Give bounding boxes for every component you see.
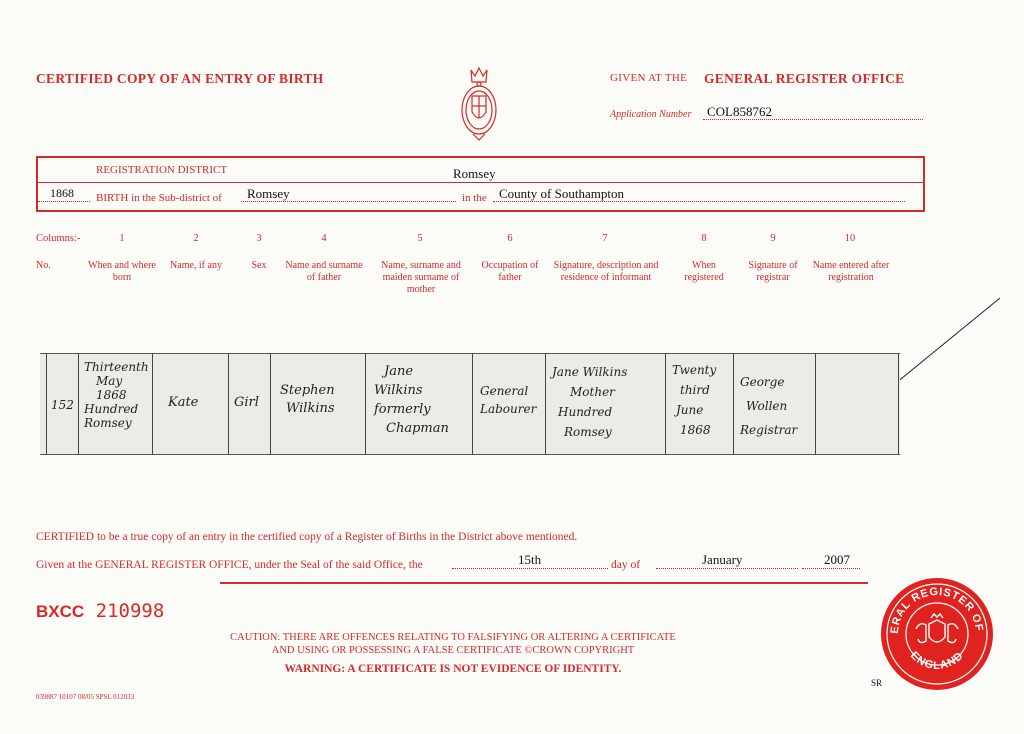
mother-line: formerly — [374, 402, 431, 417]
entry-name: Kate — [168, 395, 199, 410]
column-heading: Name, surname and maiden surname of mother — [381, 260, 461, 295]
column-heading: Signature, description and residence of informant — [553, 260, 659, 283]
born-line: Hundred — [84, 402, 139, 416]
entry-when-where-born — [84, 360, 152, 430]
column-divider — [228, 354, 229, 454]
official-seal-icon — [880, 577, 994, 691]
caution-notice — [200, 631, 706, 676]
column-number: 3 — [256, 233, 262, 244]
column-heading: Sex — [251, 260, 267, 271]
column-divider — [78, 354, 79, 454]
column-divider — [152, 354, 153, 454]
given-at-label: GIVEN AT THE — [610, 72, 688, 84]
born-line: Romsey — [84, 416, 132, 430]
column-number: 10 — [844, 233, 856, 244]
column-divider — [472, 354, 473, 454]
office-title: GENERAL REGISTER OFFICE — [704, 71, 905, 86]
warning-line: WARNING: A CERTIFICATE IS NOT EVIDENCE OF IDENTITY. — [284, 663, 622, 675]
column-number: 5 — [417, 233, 423, 244]
month-field — [656, 552, 798, 569]
column-heading: When registered — [684, 260, 724, 283]
registrar-line: George — [740, 375, 785, 389]
column-number: 1 — [119, 233, 125, 244]
entry-mother — [374, 362, 470, 438]
entry-sex: Girl — [234, 395, 259, 410]
born-line: May — [96, 374, 123, 388]
sub-district-label: BIRTH in the Sub-district of — [96, 192, 222, 204]
serial-number: 210998 — [95, 600, 165, 622]
county-label: in the — [462, 192, 487, 204]
year-field — [38, 186, 90, 202]
column-heading: Name, if any — [170, 260, 222, 271]
column-heading: When and where born — [88, 260, 156, 283]
initials: SR — [871, 678, 883, 688]
year-cert-field — [802, 552, 860, 569]
application-number-field — [703, 104, 923, 120]
registration-divider — [38, 182, 923, 183]
column-divider — [46, 354, 47, 454]
column-heading: Occupation of father — [481, 260, 539, 283]
registered-line: June — [676, 403, 704, 417]
county-value: County of Southampton — [499, 186, 624, 201]
entry-occupation — [480, 382, 544, 418]
occupation-line: General — [480, 384, 529, 398]
certification-statement: CERTIFIED to be a true copy of an entry in the certified copy of a Register of Births in the District above mentioned. — [36, 531, 578, 543]
month-value: January — [702, 552, 743, 567]
mother-line: Jane — [384, 364, 414, 379]
column-number: 2 — [193, 233, 199, 244]
application-label: Application Number — [610, 109, 692, 120]
day-field — [452, 552, 608, 569]
mother-line: Chapman — [386, 421, 449, 436]
informant-line: Hundred — [558, 405, 613, 419]
occupation-line: Labourer — [480, 402, 537, 416]
caution-line: CAUTION: THERE ARE OFFENCES RELATING TO FALSIFYING OR ALTERING A CERTIFICATE — [230, 632, 676, 643]
column-number: 6 — [507, 233, 513, 244]
entry-row — [40, 353, 900, 455]
registrar-line: Registrar — [740, 423, 798, 437]
year-value: 1868 — [50, 186, 74, 200]
caution-line: AND USING OR POSSESSING A FALSE CERTIFICATE ©CROWN COPYRIGHT — [271, 645, 635, 656]
no-heading: No. — [36, 260, 51, 271]
column-divider — [898, 354, 899, 454]
born-line: Thirteenth — [84, 360, 149, 374]
informant-line: Romsey — [564, 425, 612, 439]
column-number: 8 — [701, 233, 707, 244]
column-heading: Name and surname of father — [285, 260, 363, 283]
serial-prefix: BXCC — [36, 602, 85, 621]
certificate-title: CERTIFIED COPY OF AN ENTRY OF BIRTH — [36, 71, 324, 86]
form-code: 039887 10107 08/05 SPSL 012033 — [36, 693, 135, 701]
registration-box — [36, 156, 925, 212]
certification-rule — [220, 582, 868, 584]
entry-father — [280, 382, 364, 418]
informant-line: Jane Wilkins — [552, 365, 628, 379]
sub-district-value: Romsey — [247, 186, 290, 201]
column-divider — [545, 354, 546, 454]
entry-informant — [552, 362, 664, 442]
column-divider — [733, 354, 734, 454]
county-field — [493, 186, 905, 202]
column-heading: Name entered after registration — [812, 260, 890, 283]
columns-label: Columns:- — [36, 233, 81, 244]
district-label: REGISTRATION DISTRICT — [96, 164, 228, 176]
column-number: 7 — [602, 233, 608, 244]
seal-top-text: ERAL REGISTER OF — [888, 585, 986, 635]
seal-bottom-text: ENGLAND — [907, 649, 967, 672]
father-line: Stephen — [280, 383, 335, 398]
entry-when-registered — [672, 360, 732, 440]
column-divider — [665, 354, 666, 454]
royal-crest-icon — [459, 66, 499, 142]
registered-line: Twenty — [672, 363, 717, 377]
registered-line: 1868 — [680, 423, 711, 437]
column-divider — [365, 354, 366, 454]
entry-number: 152 — [51, 398, 74, 412]
district-value: Romsey — [453, 166, 496, 181]
mother-line: Wilkins — [374, 383, 423, 398]
certificate-serial — [36, 600, 164, 622]
sub-district-field — [241, 186, 456, 202]
informant-line: Mother — [570, 385, 615, 399]
entry-registrar — [740, 370, 816, 442]
registered-line: third — [680, 383, 710, 397]
born-line: 1868 — [96, 388, 127, 402]
registrar-line: Wollen — [746, 399, 788, 413]
column-number: 9 — [770, 233, 776, 244]
column-divider — [270, 354, 271, 454]
father-line: Wilkins — [286, 401, 335, 416]
application-number: COL858762 — [707, 104, 772, 119]
day-value: 15th — [518, 552, 542, 567]
column-heading: Signature of registrar — [748, 260, 798, 283]
column-number: 4 — [321, 233, 327, 244]
given-at-prefix — [610, 72, 687, 84]
given-at-statement: Given at the GENERAL REGISTER OFFICE, under the Seal of the said Office, the — [36, 559, 423, 571]
year-cert-value: 2007 — [824, 552, 850, 567]
day-of-label: day of — [611, 559, 641, 571]
